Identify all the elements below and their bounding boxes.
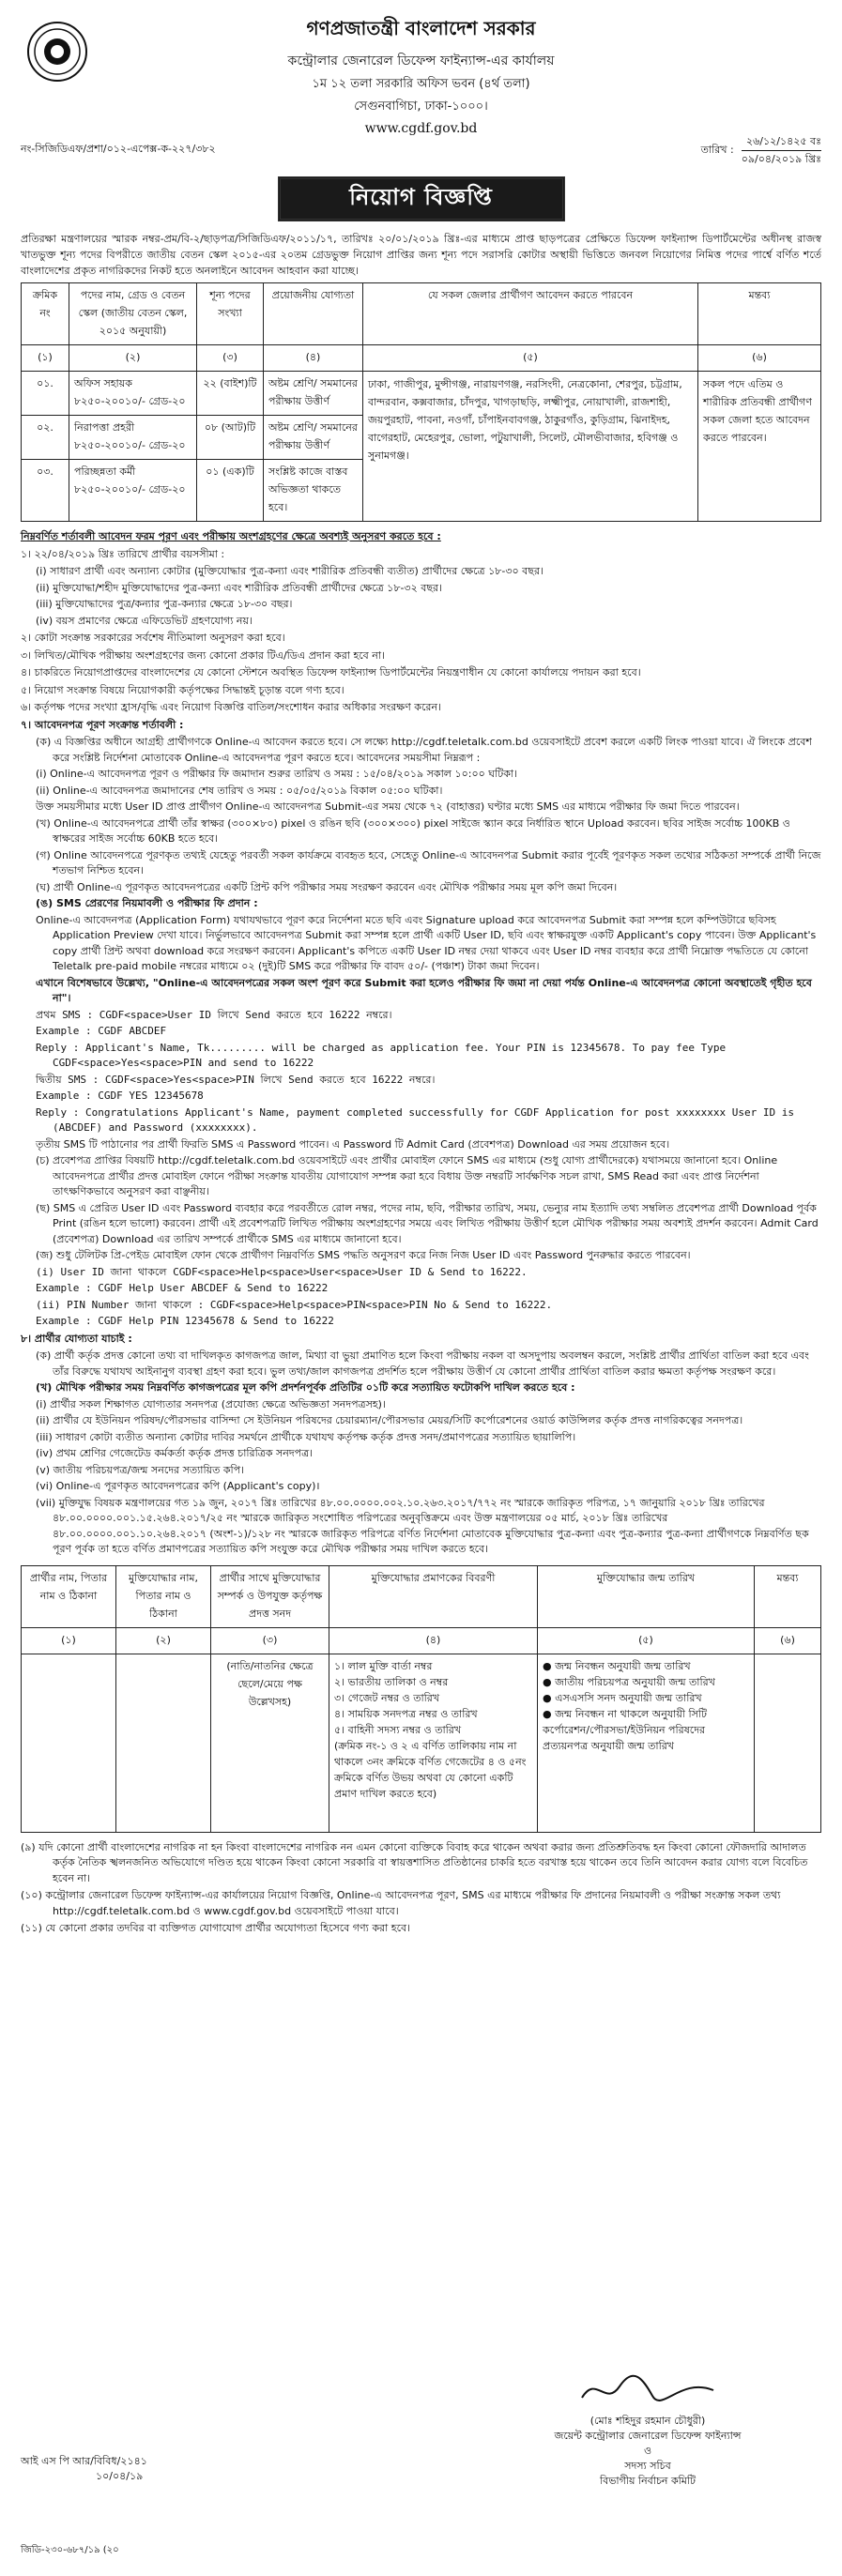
ff-dob-item: ● এসএসসি সনদ অনুযায়ী জন্ম তারিখ [543, 1691, 702, 1704]
ff-dob-item: ● জাতীয় পরিচয়পত্র অনুযায়ী জন্ম তারিখ [543, 1675, 715, 1688]
print-code: জিডি-২৩০-৬৮৭/১৯ (২০ [21, 2545, 119, 2555]
condition-sub: (iii) মুক্তিযোদ্ধাদের পুত্র/কন্যার পুত্র-কন্যার ক্ষেত্রে ১৮-৩০ বছর। [36, 598, 293, 610]
signatory-committee: বিভাগীয় নির্বাচন কমিটি [599, 2475, 697, 2487]
admit-card-download: (ছ) SMS এ প্রেরিত User ID এবং Password ব্যবহার করে পরবর্তীতে রোল নম্বর, পদের নাম, ছবি, পরীক্ষার তারিখ, সময়, ভেন্যুর নাম ইত্যাদি তথ্য সম্বলিত প্রবেশপত্র প্রার্থী Download পূর্বক Print (রঙিন হলে ভালো) করবেন। প্রার্থী এই প্রবেশপত্রটি লিখিত পরীক্ষায় অংশগ্রহণের সময়ে এবং লিখিত পরীক্ষায় উত্তীর্ণ হলে মৌখিক পরীক্ষার সময় অবশ্যই প্রদর্শন করবেন। Admit Card (প্রবেশপত্র) Download এর তারিখ সম্পর্কে প্রার্থীকে SMS এর মাধ্যমে জানানো হবে। [36, 1201, 819, 1245]
col-num: (৪) [264, 345, 363, 372]
condition-item: ৪। চাকরিতে নিয়োগপ্রাপ্তদের বাংলাদেশের যে কোনো স্টেশনে অবস্থিত ডিফেন্স ফাইন্যান্স ডিপার্টমেন্টের নিয়ন্ত্রণাধীন যে কোনো কার্যালয়ে পদায়ন করা হবে। [21, 666, 641, 678]
sms-second: দ্বিতীয় SMS : CGDF<space>Yes<space>PIN লিখে Send করতে হবে 16222 নম্বরে। [36, 1073, 436, 1086]
condition-sub: (iv) বয়স প্রমাণের ক্ষেত্রে এফিডেভিট গ্রহণযোগ্য নয়। [36, 614, 253, 627]
post-qual: অষ্টম শ্রেণি/ সমমানের পরীক্ষায় উত্তীর্ণ [264, 372, 363, 416]
recovery-user-example: Example : CGDF Help User ABCDEF & Send to 16222 [36, 1282, 329, 1294]
ff-dob-cell [538, 1654, 755, 1832]
col-num: (২) [69, 345, 197, 372]
post-sl: ০২. [22, 416, 69, 460]
verify-title: ৮। প্রার্থীর যোগ্যতা যাচাই : [21, 1332, 132, 1345]
ff-header-candidate: প্রার্থীর নাম, পিতার নাম ও ঠিকানা [22, 1565, 116, 1627]
posts-table [21, 282, 821, 522]
ff-proof-note: (ক্রমিক নং-১ ও ২ এ বর্ণিত তালিকায় নাম না থাকলে ৩নং ক্রমিকে বর্ণিত গেজেটের ৪ ও ৫নং ক্রমিকে বর্ণিত উভয় অথবা যে কোনো একটি প্রমাণ দাখিল করতে হবে) [334, 1739, 527, 1800]
office-building: ১ম ১২ তলা সরকারি অফিস ভবন (৪র্থ তলা) [312, 77, 530, 91]
ff-proof-item: ৪। সাময়িক সনদপত্র নম্বর ও তারিখ [334, 1707, 478, 1720]
conditions-section [21, 529, 821, 1558]
date-bangla: ২৬/১২/১৪২৫ বঃ [742, 133, 821, 151]
sms-first-example: Example : CGDF ABCDEF [36, 1025, 167, 1037]
post-count: ২২ (বাইশ)টি [197, 372, 264, 416]
table-row [22, 372, 821, 416]
post-qual: অষ্টম শ্রেণি/ সমমানের পরীক্ষায় উত্তীর্ণ [264, 416, 363, 460]
notice-page [21, 9, 821, 2567]
post-remark: সকল পদে এতিম ও শারীরিক প্রতিবন্ধী প্রার্থীগণ সকল জেলা হতে আবেদন করতে পারবেন। [698, 372, 821, 522]
ff-proof-cell [329, 1654, 538, 1832]
government-seal-icon [26, 21, 88, 83]
ff-ff-cell [116, 1654, 211, 1832]
col-num: (১) [22, 1627, 116, 1654]
freedom-fighter-table [21, 1565, 821, 1833]
letterhead [21, 15, 821, 136]
apply-accuracy: (গ) Online আবেদনপত্রে পূরণকৃত তথ্যই যেহেতু পরবর্তী সকল কার্যক্রমে ব্যবহৃত হবে, সেহেতু Online-এ আবেদনপত্র Submit করার পূর্বেই পূরণকৃত সকল তথ্যের সঠিকতা সম্পর্কে প্রার্থী নিজে শতভাগ নিশ্চিত হবেন। [36, 848, 821, 876]
verify-doc-item: (vi) Online-এ পূরণকৃত আবেদনপত্রের কপি (Applicant's copy)। [36, 1480, 320, 1492]
sms-warning: এখানে বিশেষভাবে উল্লেখ্য, "Online-এ আবেদনপত্রের সকল অংশ পূরণ করে Submit করা হলেও পরীক্ষার ফি জমা না দেয়া পর্যন্ত Online-এ আবেদনপত্র কোনো অবস্থাতেই গৃহীত হবে না"। [36, 976, 812, 1004]
recovery-intro: (জ) শুধু টেলিটক প্রি-পেইড মোবাইল ফোন থেকে প্রার্থীগণ নিম্নবর্ণিত SMS পদ্ধতি অনুসরণ করে নিজ নিজ User ID এবং Password পুনরুদ্ধার করতে পারবেন। [36, 1249, 691, 1261]
ff-header-relation: প্রার্থীর সাথে মুক্তিযোদ্ধার সম্পর্ক ও উপযুক্ত কর্তৃপক্ষ প্রদত্ত সনদ [211, 1565, 329, 1627]
gov-title: গণপ্রজাতন্ত্রী বাংলাদেশ সরকার [306, 17, 536, 39]
post-name: অফিস সহায়ক ৮২৫০-২০০১০/- গ্রেড-২০ [69, 372, 197, 416]
date-english: ০৯/০৪/২০১৯ খ্রিঃ [741, 153, 821, 165]
sms-title: (ঙ) SMS প্রেরণের নিয়মাবলী ও পরীক্ষার ফি প্রদান : [36, 897, 258, 909]
signatory-designation: জয়েন্ট কন্ট্রোলার জেনারেল ডিফেন্স ফাইন্যান্স [554, 2430, 742, 2442]
signatory-name: (মোঃ শহিদুর রহমান চৌধুরী) [589, 2415, 706, 2427]
post-count: ০১ (এক)টি [197, 460, 264, 522]
ff-header-ff: মুক্তিযোদ্ধার নাম, পিতার নাম ও ঠিকানা [116, 1565, 211, 1627]
conditions-title: নিম্নবর্ণিত শর্তাবলী আবেদন ফরম পূরণ এবং পরীক্ষায় অংশগ্রহণের ক্ষেত্রে অবশ্যই অনুসরণ করতে হবে : [21, 530, 441, 542]
ispr-date: ১০/০৪/১৯ [96, 2470, 144, 2482]
signature-icon [573, 2370, 723, 2409]
col-num: (১) [22, 345, 69, 372]
col-num: (২) [116, 1627, 211, 1654]
table-row [22, 1654, 821, 1832]
apply-print-copy: (ঘ) প্রার্থী Online-এ পূরণকৃত আবেদনপত্রের একটি প্রিন্ট কপি পরীক্ষার সময় সংরক্ষণ করবেন এবং মৌখিক পরীক্ষার সময় মূল কপি জমা দিবেন। [36, 880, 618, 893]
posts-header-remark: মন্তব্য [698, 283, 821, 345]
admit-card-notice: (চ) প্রবেশপত্র প্রাপ্তির বিষয়টি http://cgdf.teletalk.com.bd ওয়েবসাইটে এবং প্রার্থীর মোবাইল ফোনে SMS এর মাধ্যমে (শুধু যোগ্য প্রার্থীদেরকে) যথাসময়ে জানানো হবে। Online আবেদনপত্রে প্রার্থীর প্রদত্ত মোবাইল ফোনে পরীক্ষা সংক্রান্ত যাবতীয় যোগাযোগ সম্পন্ন করা হবে বিধায় উক্ত নম্বরটি সার্বক্ষণিক সচল রাখা, SMS Read করা এবং প্রাপ্ত নির্দেশনা তাৎক্ষণিকভাবে অনুসরণ করা বাঞ্ছনীয়। [36, 1154, 778, 1197]
notes-section [21, 1840, 821, 1937]
ff-relation-note: (নাতি/নাতনির ক্ষেত্রে ছেলে/মেয়ে পক্ষ উল্লেখসহ) [211, 1654, 329, 1832]
ff-proof-item: ৫। বাহিনী সদস্য নম্বর ও তারিখ [334, 1723, 462, 1736]
eligible-districts: ঢাকা, গাজীপুর, মুন্সীগঞ্জ, নারায়ণগঞ্জ, নরসিংদী, নেত্রকোনা, শেরপুর, চট্টগ্রাম, বান্দরবান, কক্সবাজার, চাঁদপুর, খাগড়াছড়ি, লক্ষ্মীপুর, নোয়াখালী, রাজশাহী, জয়পুরহাট, পাবনা, নওগাঁ, চাঁপাইনবাবগঞ্জ, ঠাকুরগাঁও, কুড়িগ্রাম, ঝিনাইদহ, বাগেরহাট, মেহেরপুর, ভোলা, পটুয়াখালী, সিলেট, মৌলভীবাজার, হবিগঞ্জ ও সুনামগঞ্জ। [363, 372, 698, 522]
office-name: কন্ট্রোলার জেনারেল ডিফেন্স ফাইন্যান্স-এর কার্যালয় [287, 53, 555, 69]
ff-header-proof: মুক্তিযোদ্ধার প্রমাণকের বিবরণী [329, 1565, 538, 1627]
note-item: (১১) যে কোনো প্রকার তদবির বা ব্যক্তিগত যোগাযোগ প্রার্থীর অযোগ্যতা হিসেবে গণ্য করা হবে। [21, 1922, 411, 1934]
ff-remark-cell [755, 1654, 821, 1832]
reference-row [21, 133, 821, 167]
ff-header-remark: মন্তব্য [755, 1565, 821, 1627]
note-item: (১০) কন্ট্রোলার জেনারেল ডিফেন্স ফাইন্যান্স-এর কার্যালয়ের নিয়োগ বিজ্ঞপ্তি, Online-এ আবেদনপত্র পূরণ, SMS এর মাধ্যমে পরীক্ষার ফি প্রদানের নিয়মাবলী ও পরীক্ষা সংক্রান্ত সকল তথ্য http://cgdf.teletalk.com.bd ও www.cgdf.gov.bd ওয়েবসাইটে পাওয়া যাবে। [21, 1889, 781, 1917]
apply-start: (i) Online-এ আবেদনপত্র পূরণ ও পরীক্ষার ফি জমাদান শুরুর তারিখ ও সময় : ১৫/০৪/২০১৯ সকাল ১০:০০ ঘটিকা। [36, 768, 518, 780]
recovery-pin-example: Example : CGDF Help PIN 12345678 & Send to 16222 [36, 1315, 334, 1327]
sms-second-example: Example : CGDF YES 12345678 [36, 1090, 204, 1102]
condition-sub: (i) সাধারণ প্রার্থী এবং অন্যান্য কোটার (মুক্তিযোদ্ধার পুত্র-কন্যা এবং শারীরিক প্রতিবন্ধী ব্যতীত) প্রার্থীদের ক্ষেত্রে ১৮-৩০ বছর। [36, 565, 543, 577]
recovery-user: (i) User ID জানা থাকলে CGDF<space>Help<space>User<space>User ID & Send to 16222. [36, 1265, 528, 1278]
sms-intro: Online-এ আবেদনপত্র (Application Form) যথাযথভাবে পূরণ করে নির্দেশনা মতে ছবি এবং Signature upload করে আবেদনপত্র Submit করা সম্পন্ন হলে কম্পিউটারে ছবিসহ Application Preview দেখা যাবে। নির্ভুলভাবে আবেদনপত্র Submit করা সম্পন্ন হলে প্রার্থী একটি User ID, ছবি এবং স্বাক্ষরযুক্ত একটি Applicant's copy পাবেন। উক্ত Applicant's copy প্রার্থী প্রিন্ট অথবা download করে সংরক্ষণ করবেন। Applicant's কপিতে একটি User ID নম্বর দেয়া থাকবে এবং User ID নম্বর ব্যবহার করে প্রার্থী নিম্নোক্ত পদ্ধতিতে যে কোনো Teletalk pre-paid mobile নম্বরের মাধ্যমে ০২ (দুই)টি SMS করে পরীক্ষার ফি বাবদ ৫০/- (পঞ্চাশ) টাকা জমা দিবেন। [36, 913, 817, 972]
condition-item: ৬। কর্তৃপক্ষ পদের সংখ্যা হ্রাস/বৃদ্ধি এবং নিয়োগ বিজ্ঞপ্তি বাতিল/সংশোধন করার অধিকার সংরক্ষণ করেন। [21, 701, 441, 713]
post-sl: ০১. [22, 372, 69, 416]
ff-dob-item: ● জন্ম নিবন্ধন অনুযায়ী জন্ম তারিখ [543, 1659, 691, 1672]
col-num: (৬) [698, 345, 821, 372]
signature-block [521, 2370, 774, 2489]
ff-proof-item: ১। লাল মুক্তি বার্তা নম্বর [334, 1659, 433, 1672]
posts-header-count: শূন্য পদের সংখ্যা [197, 283, 264, 345]
condition-item: ৫। নিয়োগ সংক্রান্ত বিষয়ে নিয়োগকারী কর্তৃপক্ষের সিদ্ধান্তই চূড়ান্ত বলে গণ্য হবে। [21, 683, 344, 696]
ispr-block [21, 2454, 147, 2484]
date-label: তারিখ : [700, 143, 734, 156]
apply-end: (ii) Online-এ আবেদনপত্র জমাদানের শেষ তারিখ ও সময় : ০৫/০৫/২০১৯ বিকাল ০৫:০০ ঘটিকা। [36, 784, 443, 797]
condition-item: ২। কোটা সংক্রান্ত সরকারের সর্বশেষ নীতিমালা অনুসরণ করা হবে। [21, 632, 285, 644]
apply-photo-spec: (খ) Online-এ আবেদনপত্রে প্রার্থী তাঁর স্বাক্ষর (৩০০×৮০) pixel ও রঙিন ছবি (৩০০×৩০০) pixel সাইজে স্ক্যান করে নির্ধারিত স্থানে Upload করবেন। ছবির সাইজ সর্বোচ্চ 100KB ও স্বাক্ষরের সাইজ সর্বোচ্চ 60KB হতে হবে। [36, 816, 790, 845]
posts-header-districts: যে সকল জেলার প্রার্থীগণ আবেদন করতে পারবেন [363, 283, 698, 345]
posts-header-post: পদের নাম, গ্রেড ও বেতন স্কেল (জাতীয় বেতন স্কেল, ২০১৫ অনুযায়ী) [69, 283, 197, 345]
condition-item: ১। ২২/০৪/২০১৯ খ্রিঃ তারিখে প্রার্থীর বয়সসীমা : [21, 547, 225, 560]
condition-sub: (ii) মুক্তিযোদ্ধা/শহীদ মুক্তিযোদ্ধাদের পুত্র-কন্যা এবং শারীরিক প্রতিবন্ধী প্রার্থীদের ক্ষেত্রে ১৮-৩২ বছর। [36, 581, 443, 594]
ff-candidate-cell [22, 1654, 116, 1832]
ff-header-dob: মুক্তিযোদ্ধার জন্ম তারিখ [538, 1565, 755, 1627]
col-num: (৬) [755, 1627, 821, 1654]
sms-second-reply: Reply : Congratulations Applicant's Name, payment completed successfully for CGDF Application for post xxxxxxxx User ID is (ABCDEF) and Password (xxxxxxxx). [36, 1105, 794, 1134]
verify-fraud: (ক) প্রার্থী কর্তৃক প্রদত্ত কোনো তথ্য বা দাখিলকৃত কাগজপত্র জাল, মিথ্যা বা ভুয়া প্রমাণিত হলে কিংবা পরীক্ষায় নকল বা অসদুপায় অবলম্বন করলে, সংশ্লিষ্ট প্রার্থীর প্রার্থিতা বাতিল করা হবে এবং তাঁর বিরুদ্ধে যথাযথ আইনানুগ ব্যবস্থা গ্রহণ করা হবে। ভুল তথ্য/জাল কাগজপত্র প্রদর্শিত হলে পরীক্ষায় উত্তীর্ণ যে কোনো প্রার্থীর প্রার্থিতা বাতিল করার ক্ষমতা কর্তৃপক্ষ সংরক্ষণ করে। [36, 1349, 809, 1378]
col-num: (৫) [538, 1627, 755, 1654]
note-item: (৯) যদি কোনো প্রার্থী বাংলাদেশের নাগরিক না হন কিংবা বাংলাদেশের নাগরিক নন এমন কোনো ব্যক্তিকে বিবাহ করে থাকেন অথবা করার জন্য প্রতিশ্রুতিবদ্ধ হন কিংবা কোনো ফৌজদারি আদালত কর্তৃক নৈতিক স্খলনজনিত অভিযোগে দণ্ডিত হয়ে থাকেন কিংবা কোনো সরকারি বা স্বায়ত্তশাসিত প্রতিষ্ঠানের চাকরি হতে বরখাস্ত হয়ে থাকেন তবে তিনি আবেদন করার যোগ্য বলে বিবেচিত হবেন না। [21, 1840, 808, 1884]
post-qual: সংশ্লিষ্ট কাজে বাস্তব অভিজ্ঞতা থাকতে হবে। [264, 460, 363, 522]
ff-proof-item: ৩। গেজেট নম্বর ও তারিখ [334, 1691, 440, 1704]
verify-doc-item: (vii) মুক্তিযুদ্ধ বিষয়ক মন্ত্রণালয়ের গত ১৯ জুন, ২০১৭ খ্রিঃ তারিখের ৪৮.০০.০০০০.০০২.১০.২৬৩.২০১৭/৭৭২ নং স্মারকে জারিকৃত পরিপত্র, ১৭ জানুয়ারি ২০১৮ খ্রিঃ তারিখের ৪৮.০০.০০০০.০০১.১৫.২৬৪.২০১৭/২৫ নং স্মারকে জারিকৃত সংশোধিত পরিপত্রের অনুবৃত্তিক্রমে এবং উক্ত মন্ত্রণালয়ের ০৫ মার্চ, ২০১৮ খ্রিঃ তারিখের ৪৮.০০.০০০০.০০১.১০.২৬৪.২০১৭ (অংশ-১)/১২৮ নং স্মারকে জারিকৃত পরিপত্রে বর্ণিত নির্দেশনা মোতাবেক মুক্তিযোদ্ধার পুত্র-কন্যা এবং পুত্র-কন্যার পুত্র-কন্যা প্রার্থীগণকে নিম্নবর্ণিত ছক পূরণ পূর্বক তা হতে বর্ণিত প্রমাণপত্রের সত্যায়িত কপি সংযুক্ত করে মৌখিক পরীক্ষার সময় দাখিল করতে হবে। [36, 1496, 809, 1555]
post-name: নিরাপত্তা প্রহরী ৮২৫০-২০০১০/- গ্রেড-২০ [69, 416, 197, 460]
office-address: সেগুনবাগিচা, ঢাকা-১০০০। [354, 99, 488, 114]
sms-third: তৃতীয় SMS টি পাঠানোর পর প্রার্থী ফিরতি SMS এ Password পাবেন। এ Password টি Admit Card (প্রবেশপত্র) Download এর সময় প্রয়োজন হবে। [36, 1137, 670, 1151]
intro-paragraph: প্রতিরক্ষা মন্ত্রণালয়ের স্মারক নম্বর-প্রম/বি-২/ছাড়পত্র/সিজিডিএফ/২০১১/১৭, তারিখঃ ২০/০১/২০১৯ খ্রিঃ-এর মাধ্যমে প্রাপ্ত ছাড়পত্রের প্রেক্ষিতে ডিফেন্স ফাইন্যান্স ডিপার্টমেন্টের অধীনস্থ রাজস্ব খাতভুক্ত শূন্য পদের বিপরীতে জাতীয় বেতন স্কেল ২০১৫-এর ২০তম গ্রেডভুক্ত নিয়োগ প্রাপ্তির জন্য শূন্য পদে সরাসরি কোটার অস্থায়ী ভিত্তিতে জনবল নিয়োগের নিমিত্ত পদের পার্শ্বে বর্ণিত শর্তে বাংলাদেশের প্রকৃত নাগরিকদের নিকট হতে অনলাইনে আবেদন আহবান করা যাচ্ছে। [21, 233, 821, 277]
notice-banner: নিয়োগ বিজ্ঞপ্তি [278, 176, 565, 221]
verify-doc-item: (i) প্রার্থীর সকল শিক্ষাগত যোগ্যতার সনদপত্র (প্রযোজ্য ক্ষেত্রে অভিজ্ঞতা সনদপত্রসহ)। [36, 1397, 386, 1410]
post-name: পরিচ্ছন্নতা কর্মী ৮২৫০-২০০১০/- গ্রেড-২০ [69, 460, 197, 522]
verify-doc-item: (iv) প্রথম শ্রেণির গেজেটেড কর্মকর্তা কর্তৃক প্রদত্ত চারিত্রিক সনদপত্র। [36, 1447, 314, 1459]
condition-item: ৭। আবেদনপত্র পূরণ সংক্রান্ত শর্তাবলী : [21, 718, 184, 731]
post-count: ০৮ (আট)টি [197, 416, 264, 460]
posts-header-sl: ক্রমিক নং [22, 283, 69, 345]
verify-doc-item: (ii) প্রার্থীর যে ইউনিয়ন পরিষদ/পৌরসভার বাসিন্দা সে ইউনিয়ন পরিষদের চেয়ারম্যান/পৌরসভার মেয়র/সিটি কর্পোরেশনের ওয়ার্ড কাউন্সিলর কর্তৃক প্রদত্ত নাগরিকত্বের সনদপত্র। [36, 1414, 743, 1426]
office-website: www.cgdf.gov.bd [364, 121, 478, 136]
ispr-number: আই এস পি আর/বিবিধ/২১৪১ [21, 2455, 147, 2467]
verify-doc-item: (iii) সাধারণ কোটা ব্যতীত অন্যান্য কোটার দাবির সমর্থনে প্রার্থীকে যথাযথ কর্তৃপক্ষ কর্তৃক প্রদত্ত সনদ/প্রমাণপত্রের সত্যায়িত ছায়ালিপি। [36, 1430, 576, 1443]
ff-dob-item: ● জন্ম নিবন্ধন না থাকলে অনুযায়ী সিটি কর্পোরেশন/পৌরসভা/ইউনিয়ন পরিষদের প্রত্যয়নপত্র অনুযায়ী জন্ম তারিখ [543, 1707, 708, 1752]
date-block [701, 133, 821, 167]
sms-first: প্রথম SMS : CGDF<space>User ID লিখে Send করতে হবে 16222 নম্বরে। [36, 1008, 392, 1021]
col-num: (৩) [197, 345, 264, 372]
sms-first-reply: Reply : Applicant's Name, Tk......... will be charged as application fee. Your PIN is 12345678. To pay fee Type CGDF<space>Yes<space>PIN and send to 16222 [36, 1041, 727, 1069]
apply-fee-window: উক্ত সময়সীমার মধ্যে User ID প্রাপ্ত প্রার্থীগণ Online-এ আবেদনপত্র Submit-এর সময় থেকে ৭২ (বাহাত্তর) ঘণ্টার মধ্যে SMS এর মাধ্যমে পরীক্ষার ফি জমা দিতে পারবেন। [36, 800, 740, 813]
memo-number: নং-সিজিডিএফ/প্রশা/০১২-এপেক্স-ক-২২৭/৩৮২ [21, 143, 216, 155]
recovery-pin: (ii) PIN Number জানা থাকলে : CGDF<space>Help<space>PIN<space>PIN No & Send to 16222. [36, 1298, 553, 1311]
verify-doc-item: (v) জাতীয় পরিচয়পত্র/জন্ম সনদের সত্যায়িত কপি। [36, 1463, 245, 1476]
ff-proof-item: ২। ভারতীয় তালিকা ও নম্বর [334, 1675, 449, 1688]
col-num: (৪) [329, 1627, 538, 1654]
posts-header-qual: প্রয়োজনীয় যোগ্যতা [264, 283, 363, 345]
col-num: (৫) [363, 345, 698, 372]
col-num: (৩) [211, 1627, 329, 1654]
verify-documents: (খ) মৌখিক পরীক্ষার সময় নিম্নবর্ণিত কাগজপত্রের মূল কপি প্রদর্শনপূর্বক প্রতিটির ০১টি করে সত্যায়িত ফটোকপি দাখিল করতে হবে : [36, 1381, 575, 1394]
apply-online-text: (ক) এ বিজ্ঞপ্তির অধীনে আগ্রহী প্রার্থীগণকে Online-এ আবেদন করতে হবে। সে লক্ষ্যে http://cgdf.teletalk.com.bd ওয়েবসাইটে প্রবেশ করলে একটি লিংক পাওয়া যাবে। ঐ লিংকে প্রবেশ করে সংশ্লিষ্ট নির্দেশনা মোতাবেক Online-এ আবেদনপত্র পূরণ করতে হবে। আবেদনের সময়সীমা নিম্নরূপ : [36, 736, 812, 764]
signatory-role-conj: ও [643, 2445, 652, 2457]
condition-item: ৩। লিখিত/মৌখিক পরীক্ষায় অংশগ্রহণের জন্য কোনো প্রকার টিএ/ডিএ প্রদান করা হবে না। [21, 648, 385, 662]
signatory-role: সদস্য সচিব [624, 2460, 671, 2472]
post-sl: ০৩. [22, 460, 69, 522]
